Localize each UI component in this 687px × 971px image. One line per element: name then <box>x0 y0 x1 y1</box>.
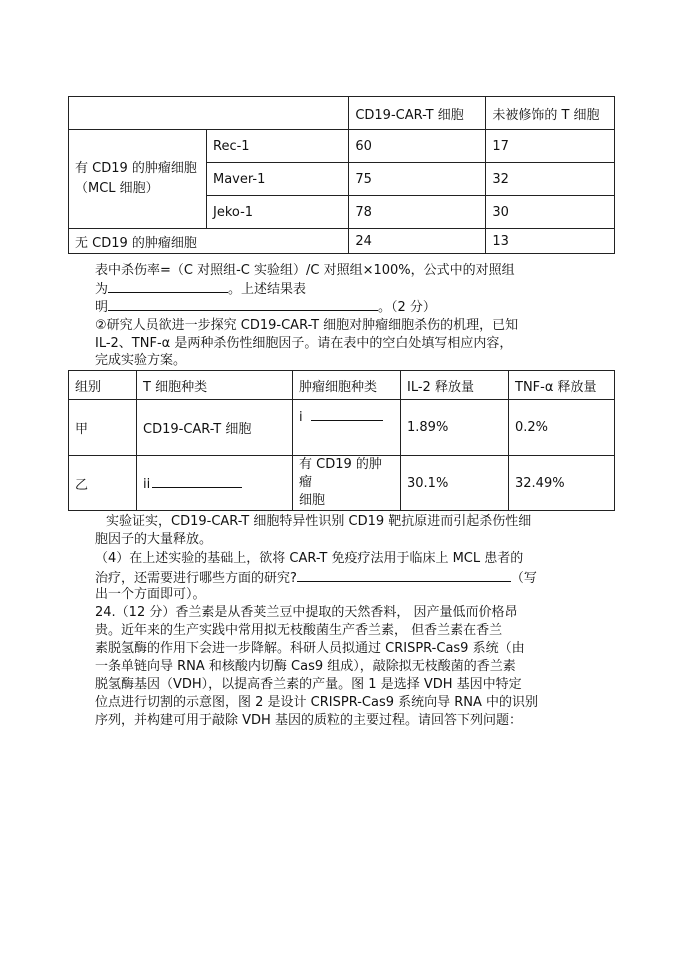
table-cell: 32.49% <box>509 456 615 511</box>
table-cell: 75 <box>349 163 486 196</box>
answer-blank <box>108 280 228 293</box>
table-row <box>69 130 615 163</box>
paragraph-line: 实验证实，CD19-CAR-T 细胞特异性识别 CD19 靶抗原进而引起杀伤性细 <box>106 514 532 529</box>
blank-marker: i <box>299 410 303 425</box>
paragraph-line: IL-2、TNF-α 是两种杀伤性细胞因子。请在表中的空白处填写相应内容， <box>95 336 513 351</box>
table-cell <box>293 456 401 511</box>
paragraph-line: ②研究人员欲进一步探究 CD19-CAR-T 细胞对肿瘤细胞杀伤的机理，已知 <box>95 318 519 333</box>
group-label <box>69 130 207 229</box>
table-cell <box>137 456 293 511</box>
answer-blank[interactable] <box>152 475 242 488</box>
table-cell: 32 <box>486 163 615 196</box>
results-table <box>68 96 615 254</box>
table-cell: 乙 <box>69 456 137 511</box>
blank-marker: ii <box>143 476 151 492</box>
question-line: 脱氢酶基因（VDH），以提高香兰素的产量。图 1 是选择 VDH 基因中特定 <box>95 677 522 692</box>
table-cell <box>69 97 349 130</box>
table-header: 未被修饰的 T 细胞 <box>486 97 615 130</box>
paragraph-line: 出一个方面即可）。 <box>95 587 206 602</box>
table-row <box>69 229 615 254</box>
text: 治疗，还需要进行哪些方面的研究? <box>95 571 297 586</box>
table-cell: 17 <box>486 130 615 163</box>
text: 。上述结果表 <box>228 282 307 297</box>
table-row <box>69 371 615 400</box>
table-cell: 无 CD19 的肿瘤细胞 <box>69 229 349 254</box>
group-with-label: 有 CD19 的肿瘤细胞 <box>75 161 197 176</box>
experiment-table <box>68 370 615 511</box>
table-header: T 细胞种类 <box>137 371 293 400</box>
question-line: 素脱氢酶的作用下会进一步降解。科研人员拟通过 CRISPR-Cas9 系统（由 <box>95 641 525 656</box>
question-line: 贵。近年来的生产实践中常用拟无枝酸菌生产香兰素， 但香兰素在香兰 <box>95 623 503 638</box>
table-cell: 1.89% <box>401 400 509 456</box>
answer-blank <box>297 569 511 582</box>
table-cell: 60 <box>349 130 486 163</box>
table-header: 肿瘤细胞种类 <box>293 371 401 400</box>
text: 有 CD19 的肿瘤 <box>299 457 382 490</box>
table-header: CD19-CAR-T 细胞 <box>349 97 486 130</box>
text: 明 <box>95 300 109 315</box>
table-cell: 0.2% <box>509 400 615 456</box>
paragraph-line <box>95 280 306 298</box>
table-header: TNF-α 释放量 <box>509 371 615 400</box>
question-line: 序列，并构建可用于敲除 VDH 基因的质粒的主要过程。请回答下列问题： <box>95 713 522 728</box>
table-header: 组别 <box>69 371 137 400</box>
answer-blank[interactable] <box>311 408 383 421</box>
paragraph-line <box>95 298 436 316</box>
table-cell: 13 <box>486 229 615 254</box>
paragraph-line: 表中杀伤率=（C 对照组-C 实验组）/C 对照组×100%，公式中的对照组 <box>95 263 515 278</box>
paragraph-line: 胞因子的大量释放。 <box>95 532 213 547</box>
table-cell: Jeko-1 <box>207 196 349 229</box>
table-header: IL-2 释放量 <box>401 371 509 400</box>
paragraph-line: （4）在上述实验的基础上，欲将 CAR-T 免疫疗法用于临床上 MCL 患者的 <box>95 551 524 566</box>
table-cell: 30 <box>486 196 615 229</box>
table-cell: 78 <box>349 196 486 229</box>
question-line: 一条单链向导 RNA 和核酸内切酶 Cas9 组成），敲除拟无枝酸菌的香兰素 <box>95 659 516 674</box>
table-cell: CD19-CAR-T 细胞 <box>137 400 293 456</box>
table-cell: 24 <box>349 229 486 254</box>
question-line: 位点进行切割的示意图，图 2 是设计 CRISPR-Cas9 系统向导 RNA 中的识别 <box>95 695 539 710</box>
table-cell: 30.1% <box>401 456 509 511</box>
answer-blank <box>108 298 378 311</box>
table-cell: Rec-1 <box>207 130 349 163</box>
table-row <box>69 456 615 511</box>
table-cell: 甲 <box>69 400 137 456</box>
text: 细胞 <box>299 493 326 508</box>
text: 。（2 分） <box>378 300 436 315</box>
table-cell <box>293 400 401 456</box>
text: （写 <box>510 571 537 586</box>
paragraph-line <box>95 569 537 587</box>
table-cell: Maver-1 <box>207 163 349 196</box>
table-row <box>69 400 615 456</box>
question-line: 24.（12 分）香兰素是从香荚兰豆中提取的天然香料， 因产量低而价格昂 <box>95 605 518 620</box>
table-row <box>69 97 615 130</box>
text: 为 <box>95 282 109 297</box>
paragraph-line: 完成实验方案。 <box>95 353 187 368</box>
group-with-sublabel: （MCL 细胞） <box>75 181 159 196</box>
